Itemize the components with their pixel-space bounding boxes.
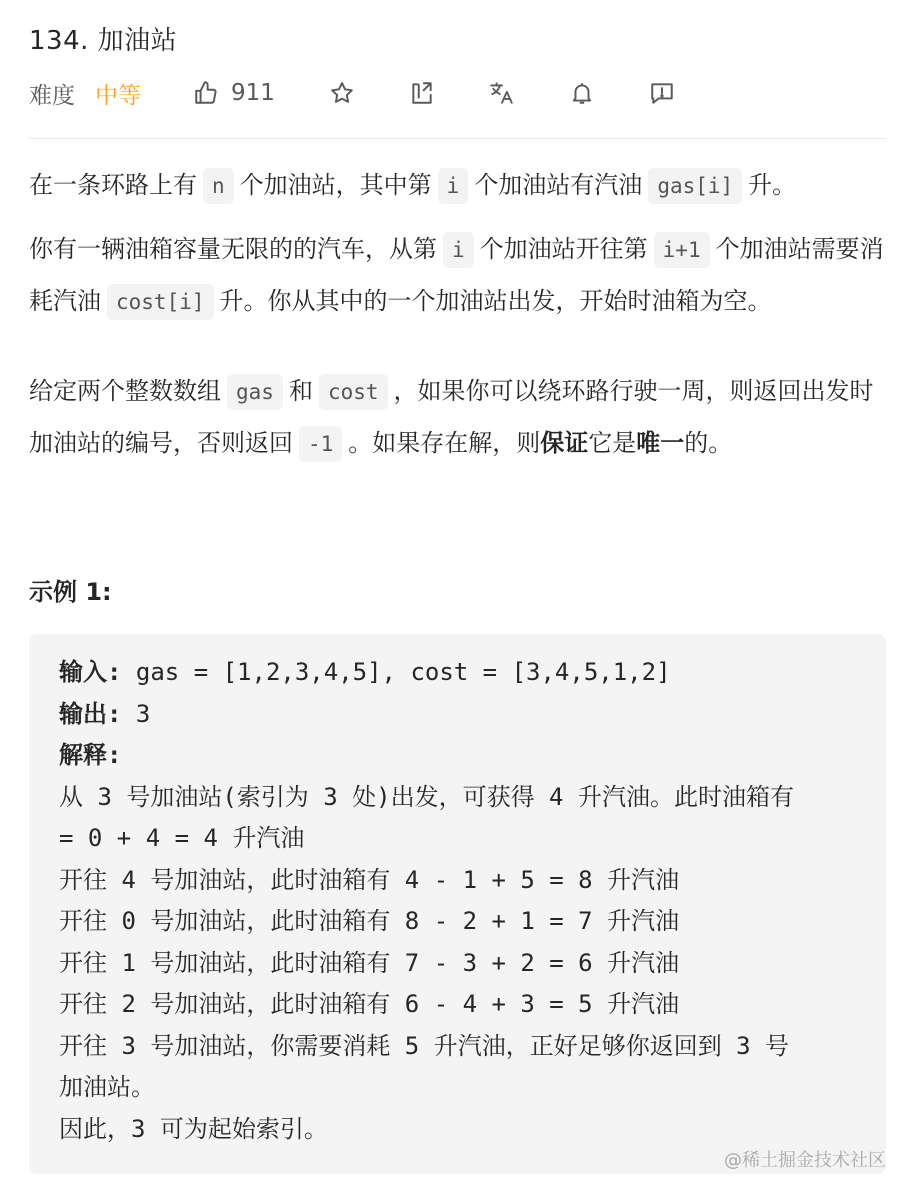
- translate-icon[interactable]: [489, 80, 515, 106]
- feedback-icon[interactable]: [649, 80, 675, 106]
- difficulty-label: 难度: [29, 82, 75, 109]
- inline-code: i: [438, 168, 469, 204]
- share-icon[interactable]: [409, 80, 435, 106]
- star-icon[interactable]: [329, 80, 355, 106]
- example-explain-line: 开往 1 号加油站，此时油箱有 7 - 3 + 2 = 6 升汽油: [59, 948, 680, 977]
- example-code-block: [29, 634, 886, 1174]
- bell-icon[interactable]: [569, 80, 595, 106]
- example-input-line: 输入: gas = [1,2,3,4,5], cost = [3,4,5,1,2]: [59, 658, 671, 686]
- example-explain-line: 开往 4 号加油站，此时油箱有 4 - 1 + 5 = 8 升汽油: [59, 865, 680, 894]
- difficulty-badge: 中等: [95, 82, 141, 109]
- example-explain-label: 解释:: [59, 741, 122, 769]
- bold-text: 唯一: [636, 429, 685, 457]
- example-explain-line: 开往 0 号加油站，此时油箱有 8 - 2 + 1 = 7 升汽油: [59, 907, 680, 935]
- inline-code: gas: [227, 374, 283, 410]
- description-paragraph-2: 你有一辆油箱容量无限的的汽车，从第 i 个加油站开往第 i+1 个加油站需要消耗汽油 cost[i] 升。你从其中的一个加油站出发，开始时油箱为空。: [29, 224, 889, 328]
- like-button[interactable]: [193, 80, 275, 106]
- inline-code: i: [443, 232, 474, 268]
- description-paragraph-3: 给定两个整数数组 gas 和 cost ，如果你可以绕环路行驶一周，则返回出发时加油站的编号，否则返回 -1 。如果存在解，则保证它是唯一的。: [29, 366, 889, 470]
- inline-code: i+1: [654, 232, 710, 268]
- example-output-line: 输出: 3: [59, 699, 151, 728]
- example-explain-line: 因此，3 可为起始索引。: [59, 1114, 328, 1143]
- inline-code: cost[i]: [107, 284, 214, 320]
- problem-title: 134. 加油站: [29, 26, 178, 56]
- bold-text: 保证: [540, 429, 589, 457]
- inline-code: n: [203, 168, 234, 204]
- example-explain-line: 开往 3 号加油站，你需要消耗 5 升汽油，正好足够你返回到 3 号: [59, 1031, 790, 1060]
- inline-code: -1: [299, 426, 342, 462]
- like-count: 911: [231, 80, 275, 106]
- thumbs-up-icon: [193, 80, 219, 106]
- problem-meta-bar: [29, 76, 889, 110]
- description-paragraph-1: 在一条环路上有 n 个加油站，其中第 i 个加油站有汽油 gas[i] 升。: [29, 160, 889, 212]
- inline-code: cost: [319, 374, 388, 410]
- inline-code: gas[i]: [648, 168, 742, 204]
- watermark: @稀土掘金技术社区: [724, 1150, 886, 1171]
- example-explain-line: 加油站。: [59, 1073, 155, 1101]
- example-explain-line: = 0 + 4 = 4 升汽油: [59, 824, 305, 852]
- divider: [29, 138, 886, 139]
- example-explain-line: 开往 2 号加油站，此时油箱有 6 - 4 + 3 = 5 升汽油: [59, 990, 680, 1018]
- example-explain-line: 从 3 号加油站(索引为 3 处)出发，可获得 4 升汽油。此时油箱有: [59, 782, 794, 811]
- example-title: 示例 1:: [29, 578, 112, 606]
